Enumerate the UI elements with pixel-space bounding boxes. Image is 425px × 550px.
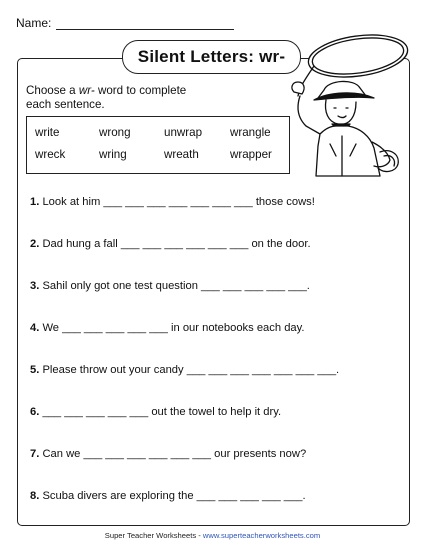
directions-line2: each sentence.	[26, 98, 105, 111]
word-bank-item: unwrap	[164, 126, 203, 139]
directions-highlight: wr-	[78, 84, 95, 97]
question-number: 6.	[30, 406, 40, 418]
name-label: Name:	[16, 16, 52, 30]
question-number: 8.	[30, 490, 40, 502]
worksheet-title	[122, 40, 301, 74]
word-bank-item: wreath	[164, 148, 199, 161]
question-number: 5.	[30, 364, 40, 376]
question-6	[30, 406, 281, 418]
question-text: Can we ___ ___ ___ ___ ___ ___ our presents now?	[42, 448, 307, 460]
directions-part1: Choose a	[26, 84, 79, 97]
question-number: 1.	[30, 196, 40, 208]
word-bank-item: wring	[99, 148, 127, 161]
question-7	[30, 448, 306, 460]
question-text: Please throw out your candy ___ ___ ___ ___ ___ ___ ___.	[42, 364, 340, 376]
question-text: Scuba divers are exploring the ___ ___ ___ ___ ___.	[42, 490, 306, 502]
directions-part2: word to complete	[94, 84, 187, 97]
word-bank-item: wreck	[35, 148, 66, 161]
title-text: Silent Letters: wr-	[137, 47, 286, 66]
word-bank	[26, 116, 290, 174]
cowboy-lasso-icon	[276, 26, 412, 178]
name-field	[16, 16, 234, 30]
footer-url[interactable]: www.superteacherworksheets.com	[202, 531, 321, 540]
name-line[interactable]	[56, 18, 234, 30]
question-3	[30, 280, 310, 292]
question-1	[30, 196, 315, 208]
footer-site: Super Teacher Worksheets -	[104, 531, 203, 540]
question-4	[30, 322, 305, 334]
directions	[26, 84, 236, 112]
question-number: 3.	[30, 280, 40, 292]
question-2	[30, 238, 311, 250]
question-text: Look at him ___ ___ ___ ___ ___ ___ ___ those cows!	[42, 196, 315, 208]
word-bank-item: wrapper	[230, 148, 272, 161]
question-text: ___ ___ ___ ___ ___ out the towel to help it dry.	[42, 406, 282, 418]
question-8	[30, 490, 306, 502]
question-number: 2.	[30, 238, 40, 250]
question-number: 4.	[30, 322, 40, 334]
question-text: We ___ ___ ___ ___ ___ in our notebooks each day.	[42, 322, 305, 334]
question-5	[30, 364, 339, 376]
question-text: Dad hung a fall ___ ___ ___ ___ ___ ___ on the door.	[42, 238, 311, 250]
footer	[0, 531, 425, 540]
question-number: 7.	[30, 448, 40, 460]
word-bank-item: wrong	[99, 126, 131, 139]
question-text: Sahil only got one test question ___ ___ ___ ___ ___.	[42, 280, 310, 292]
word-bank-item: write	[35, 126, 60, 139]
word-bank-item: wrangle	[230, 126, 271, 139]
